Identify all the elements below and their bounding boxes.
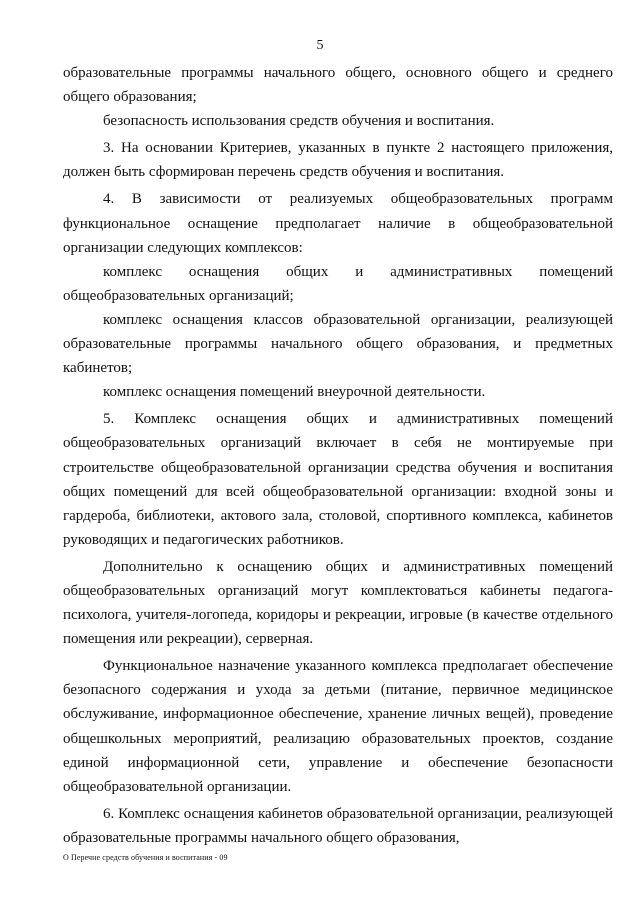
paragraph-item-5: 5. Комплекс оснащения общих и административных помещений общеобразовательных организаций включает в себя не монтируемые при строительстве общеобразовательной организации средства обучения и воспитания общих помещений для всей общеобразовательной организации: входной зоны и гардероба, библиотеки, актового зала, столовой, спортивного комплекса, кабинетов руководящих и педагогических работников.: [63, 411, 613, 548]
paragraph-item-3: 3. На основании Критериев, указанных в пункте 2 настоящего приложения, должен быть сформирован перечень средств обучения и воспитания.: [63, 140, 613, 181]
page-number: 5: [316, 38, 324, 53]
paragraph-safety: безопасность использования средств обучения и воспитания.: [103, 113, 495, 130]
paragraph-item-6: 6. Комплекс оснащения кабинетов образовательной организации, реализующей образовательные программы начального общего образования,: [63, 805, 613, 846]
paragraph-complex-extracurricular: комплекс оснащения помещений внеурочной деятельности.: [103, 384, 486, 401]
paragraph-complex-general: комплекс оснащения общих и административных помещений общеобразовательных организаций;: [63, 263, 613, 304]
paragraph-complex-classes: комплекс оснащения классов образовательной организации, реализующей образовательные программы начального общего образования, и предметных кабинетов;: [63, 311, 613, 377]
document-body: [63, 61, 613, 850]
paragraph-continuation: образовательные программы начального общего, основного общего и среднего общего образования;: [63, 65, 613, 106]
paragraph-item-4: 4. В зависимости от реализуемых общеобразовательных программ функциональное оснащение предполагает наличие в общеобразовательной организации следующих комплексов:: [63, 191, 613, 256]
page-footer: О Перечне средств обучения и воспитания - 09: [63, 853, 228, 862]
paragraph-functional-purpose: Функциональное назначение указанного комплекса предполагает обеспечение безопасного содержания и ухода за детьми (питание, первичное медицинское обслуживание, информационное обеспечение, хранение личных вещей), проведение общешкольных мероприятий, реализацию образовательных проектов, создание единой информационной сети, управление и обеспечение безопасности общеобразовательной организации.: [63, 658, 613, 795]
paragraph-additional: Дополнительно к оснащению общих и административных помещений общеобразовательных организаций могут комплектоваться кабинеты педагога-психолога, учителя-логопеда, коридоры и рекреации, игровые (в качестве отдельного помещения или рекреации), серверная.: [63, 558, 613, 648]
